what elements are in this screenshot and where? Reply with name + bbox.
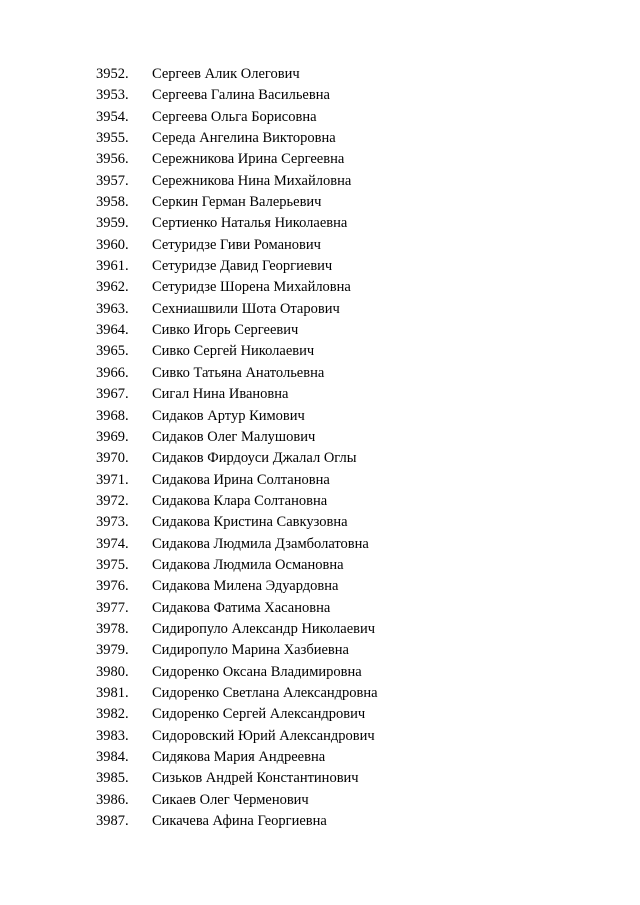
entry-full-name: Сетуридзе Гиви Романович xyxy=(152,236,321,253)
entry-number: 3976. xyxy=(96,578,129,595)
entry-full-name: Сидакова Клара Солтановна xyxy=(152,492,328,509)
list-item xyxy=(96,406,378,427)
list-item xyxy=(96,619,378,640)
list-item xyxy=(96,534,378,555)
entry-full-name: Сидакова Ирина Солтановна xyxy=(152,471,330,488)
entry-number: 3984. xyxy=(96,749,129,765)
entry-number: 3953. xyxy=(96,87,129,104)
entry-full-name: Сидакова Милена Эдуардовна xyxy=(152,578,339,595)
list-item xyxy=(96,384,378,405)
entry-full-name: Сехниашвили Шота Отарович xyxy=(152,300,340,317)
entry-number: 3968. xyxy=(96,407,129,424)
entry-full-name: Сивко Игорь Сергеевич xyxy=(152,322,299,339)
entry-number: 3959. xyxy=(96,215,129,232)
entry-full-name: Сидакова Людмила Османовна xyxy=(152,556,344,573)
entry-full-name: Сикаев Олег Черменович xyxy=(152,791,309,808)
entry-number: 3966. xyxy=(96,364,129,381)
entry-number: 3972. xyxy=(96,492,129,509)
list-item xyxy=(96,320,378,341)
entry-number: 3979. xyxy=(96,642,129,659)
list-item xyxy=(96,277,378,298)
entry-number: 3965. xyxy=(96,343,129,360)
entry-full-name: Сизьков Андрей Константинович xyxy=(152,770,359,787)
entry-full-name: Сидакова Фатима Хасановна xyxy=(152,599,331,616)
list-item xyxy=(96,235,378,256)
entry-number: 3969. xyxy=(96,428,129,445)
list-item xyxy=(96,213,378,234)
entry-number: 3983. xyxy=(96,727,129,744)
entry-number: 3954. xyxy=(96,108,129,125)
entry-full-name: Сергеев Алик Олегович xyxy=(152,66,300,82)
list-item xyxy=(96,512,378,533)
entry-full-name: Середа Ангелина Викторовна xyxy=(152,130,336,147)
list-item xyxy=(96,363,378,384)
entry-number: 3955. xyxy=(96,130,129,147)
entry-number: 3971. xyxy=(96,471,129,488)
list-item xyxy=(96,299,378,320)
list-item xyxy=(96,683,378,704)
entry-full-name: Сидакова Людмила Дзамболатовна xyxy=(152,535,369,552)
entry-number: 3986. xyxy=(96,791,129,808)
entry-number: 3970. xyxy=(96,450,129,467)
list-item xyxy=(96,640,378,661)
entry-number: 3963. xyxy=(96,300,129,317)
entry-full-name: Сергеева Галина Васильевна xyxy=(152,87,330,104)
entry-number: 3967. xyxy=(96,386,129,403)
entry-number: 3957. xyxy=(96,172,129,189)
entry-full-name: Сережникова Ирина Сергеевна xyxy=(152,151,345,168)
list-item xyxy=(96,811,378,832)
entry-full-name: Сидаков Артур Кимович xyxy=(152,407,305,424)
entry-full-name: Сигал Нина Ивановна xyxy=(152,386,289,403)
entry-number: 3987. xyxy=(96,813,129,830)
entry-full-name: Сидакова Кристина Савкузовна xyxy=(152,514,348,531)
entry-full-name: Сертиенко Наталья Николаевна xyxy=(152,215,348,232)
list-item xyxy=(96,491,378,512)
entry-full-name: Сидякова Мария Андреевна xyxy=(152,749,326,765)
entry-number: 3978. xyxy=(96,620,129,637)
list-item xyxy=(96,64,378,85)
name-list xyxy=(96,64,378,832)
entry-full-name: Сидаков Фирдоуси Джалал Оглы xyxy=(152,450,357,467)
entry-full-name: Сидоренко Светлана Александровна xyxy=(152,684,378,701)
entry-full-name: Сикачева Афина Георгиевна xyxy=(152,813,327,830)
entry-full-name: Сидиропуло Александр Николаевич xyxy=(152,620,376,637)
entry-full-name: Сергеева Ольга Борисовна xyxy=(152,108,317,125)
entry-number: 3961. xyxy=(96,258,129,275)
list-item xyxy=(96,85,378,106)
list-item xyxy=(96,107,378,128)
list-item xyxy=(96,576,378,597)
entry-full-name: Сивко Сергей Николаевич xyxy=(152,343,315,360)
list-item xyxy=(96,427,378,448)
entry-number: 3960. xyxy=(96,236,129,253)
entry-number: 3956. xyxy=(96,151,129,168)
entry-number: 3974. xyxy=(96,535,129,552)
entry-full-name: Сидоровский Юрий Александрович xyxy=(152,727,375,744)
entry-number: 3952. xyxy=(96,66,129,82)
list-item xyxy=(96,598,378,619)
entry-number: 3982. xyxy=(96,706,129,723)
entry-number: 3977. xyxy=(96,599,129,616)
list-item xyxy=(96,149,378,170)
entry-number: 3985. xyxy=(96,770,129,787)
list-item xyxy=(96,128,378,149)
entry-full-name: Сетуридзе Давид Георгиевич xyxy=(152,258,333,275)
list-item xyxy=(96,704,378,725)
entry-number: 3962. xyxy=(96,279,129,296)
entry-full-name: Сетуридзе Шорена Михайловна xyxy=(152,279,351,296)
entry-number: 3975. xyxy=(96,556,129,573)
list-item xyxy=(96,171,378,192)
list-item xyxy=(96,555,378,576)
list-item xyxy=(96,768,378,789)
list-item xyxy=(96,470,378,491)
list-item xyxy=(96,192,378,213)
list-item xyxy=(96,726,378,747)
list-item xyxy=(96,747,378,768)
entry-number: 3981. xyxy=(96,684,129,701)
entry-full-name: Сидоренко Сергей Александрович xyxy=(152,706,366,723)
entry-number: 3973. xyxy=(96,514,129,531)
entry-number: 3964. xyxy=(96,322,129,339)
list-item xyxy=(96,448,378,469)
list-item xyxy=(96,790,378,811)
list-item xyxy=(96,341,378,362)
entry-number: 3958. xyxy=(96,194,129,211)
entry-number: 3980. xyxy=(96,663,129,680)
list-item xyxy=(96,662,378,683)
entry-full-name: Серкин Герман Валерьевич xyxy=(152,194,322,211)
entry-full-name: Сидоренко Оксана Владимировна xyxy=(152,663,362,680)
list-item xyxy=(96,256,378,277)
entry-full-name: Сидиропуло Марина Хазбиевна xyxy=(152,642,349,659)
entry-full-name: Сидаков Олег Малушович xyxy=(152,428,316,445)
entry-full-name: Сережникова Нина Михайловна xyxy=(152,172,352,189)
entry-full-name: Сивко Татьяна Анатольевна xyxy=(152,364,325,381)
